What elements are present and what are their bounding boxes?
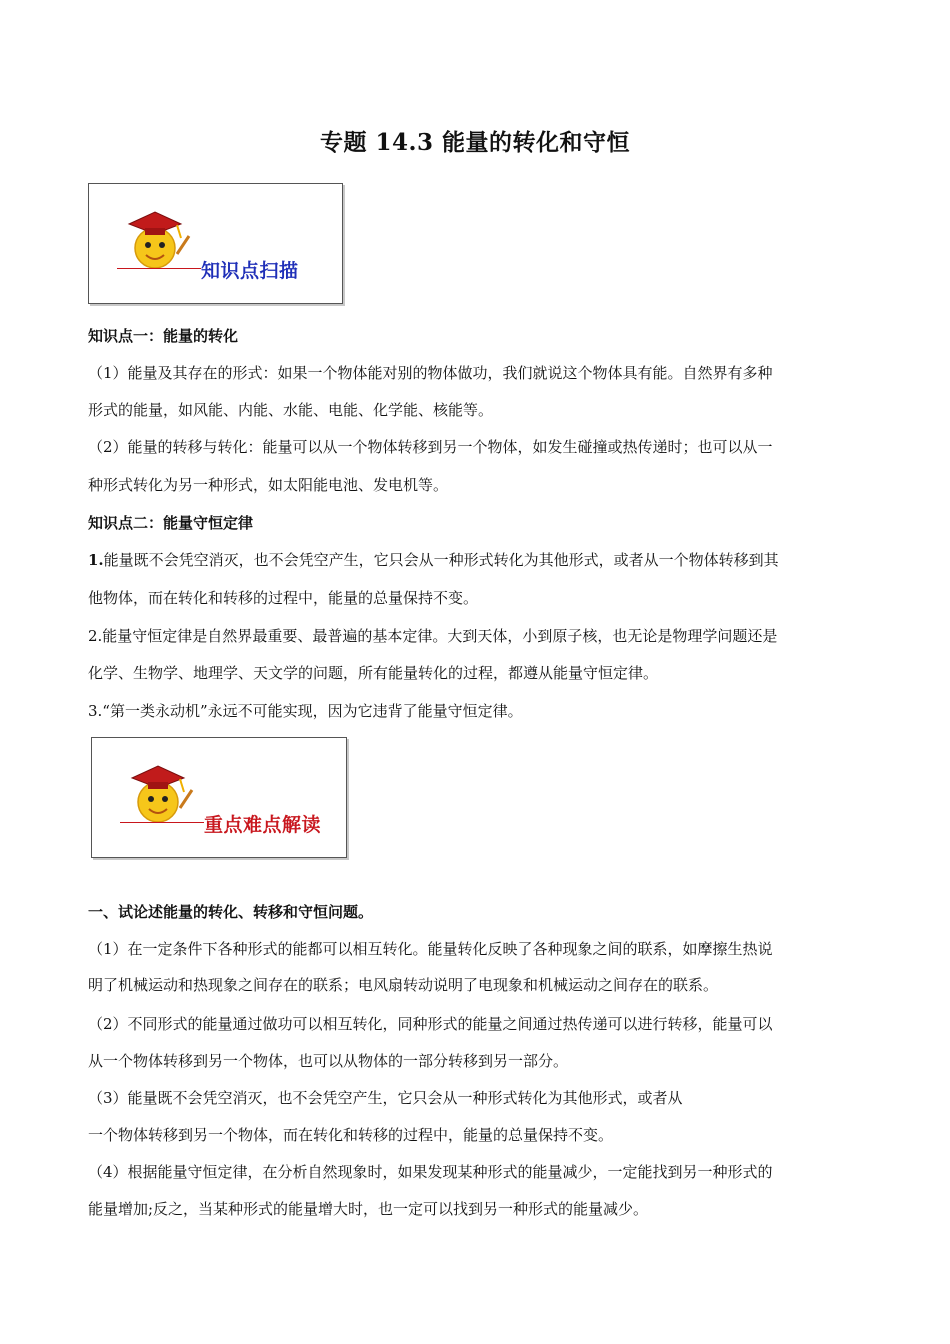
section3-line: 能量增加;反之，当某种形式的能量增大时，也一定可以找到另一种形式的能量减少。 [88,1200,649,1218]
section1-line: 形式的能量，如风能、内能、水能、电能、化学能、核能等。 [88,401,494,419]
difficulty-label: 重点难点解读 [204,814,322,836]
knowledge-scan-banner [88,183,343,304]
page-title: 专题 14.3 能量的转化和守恒 [319,129,631,156]
section3-heading: 一、试论述能量的转化、转移和守恒问题。 [88,903,374,921]
difficulty-banner [91,737,347,858]
section1-heading: 知识点一：能量的转化 [88,327,239,345]
section3-line: （1）在一定条件下各种形式的能都可以相互转化。能量转化反映了各种现象之间的联系，如摩擦生热说 [88,940,773,958]
item-text: 能量既不会凭空消灭，也不会凭空产生，它只会从一种形式转化为其他形式，或者从一个物体转移到其 [103,551,779,569]
section3-line: （2）不同形式的能量通过做功可以相互转化，同种形式的能量之间通过热传递可以进行转移，能量可以 [88,1015,773,1033]
section3-line: （4）根据能量守恒定律，在分析自然现象时，如果发现某种形式的能量减少，一定能找到另一种形式的 [88,1163,773,1181]
graduate-mascot-icon [118,752,198,832]
banner-underline [120,822,204,823]
section1-line: （1）能量及其存在的形式：如果一个物体能对别的物体做功，我们就说这个物体具有能。自然界有多种 [88,364,773,382]
section1-line: 种形式转化为另一种形式，如太阳能电池、发电机等。 [88,476,449,494]
section2-line: 化学、生物学、地理学、天文学的问题，所有能量转化的过程，都遵从能量守恒定律。 [88,664,659,682]
section3-line: 明了机械运动和热现象之间存在的联系；电风扇转动说明了电现象和机械运动之间存在的联系。 [88,976,719,994]
section3-line: 从一个物体转移到另一个物体，也可以从物体的一部分转移到另一部分。 [88,1052,569,1070]
banner-underline [117,268,201,269]
section2-line: 2.能量守恒定律是自然界最重要、最普遍的基本定律。大到天体，小到原子核，也无论是物理学问题还是 [88,627,778,645]
section3-line: 一个物体转移到另一个物体，而在转化和转移的过程中，能量的总量保持不变。 [88,1126,614,1144]
section2-line: 他物体，而在转化和转移的过程中，能量的总量保持不变。 [88,589,479,607]
section3-line: （3）能量既不会凭空消灭，也不会凭空产生，它只会从一种形式转化为其他形式，或者从 [88,1089,683,1107]
knowledge-scan-label: 知识点扫描 [201,260,299,282]
section2-line [88,549,779,570]
item-number: 1. [88,551,104,569]
section1-line: （2）能量的转移与转化：能量可以从一个物体转移到另一个物体，如发生碰撞或热传递时；也可以从一 [88,438,773,456]
section2-line: 3.“第一类永动机”永远不可能实现，因为它违背了能量守恒定律。 [88,702,523,720]
graduate-mascot-icon [115,198,195,278]
section2-heading: 知识点二：能量守恒定律 [88,514,254,532]
